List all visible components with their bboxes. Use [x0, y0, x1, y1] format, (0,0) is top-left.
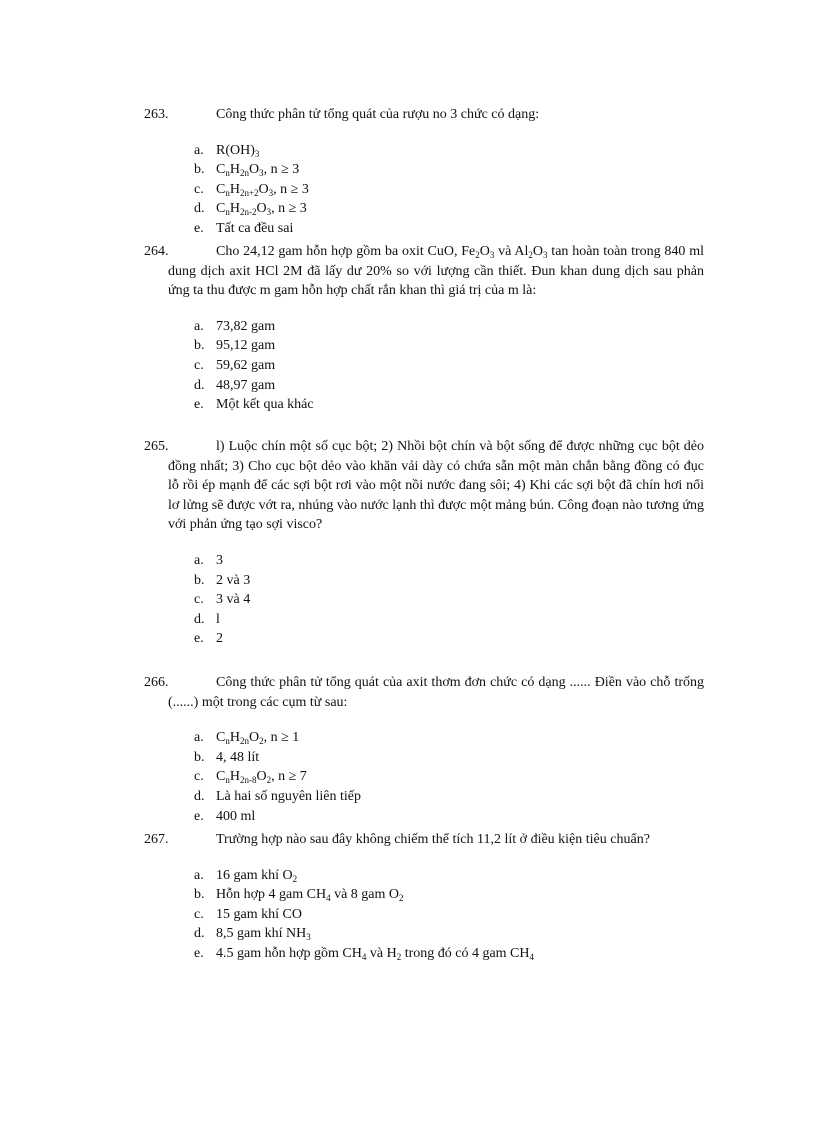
question-number: 264. [144, 244, 169, 259]
option-d [144, 610, 704, 630]
option-text: 95,12 gam [216, 338, 276, 354]
option-a [144, 141, 704, 161]
option-letter: a. [194, 142, 204, 158]
option-text: $C_nH_{2n-8}O_2$, n ≥ 7 [216, 769, 307, 786]
option-e [144, 219, 704, 239]
option-letter: a. [194, 552, 204, 568]
options-list [144, 866, 704, 964]
option-text: $C_nH_{2n-2}O_3$, n ≥ 3 [216, 201, 307, 218]
option-a [144, 551, 704, 571]
option-letter: c. [194, 906, 204, 922]
option-text: l [216, 611, 220, 627]
option-text: Hỗn hợp 4 gam $CH_4$ và 8 gam $O_2$ [216, 887, 404, 904]
question-265 [144, 437, 704, 649]
question-267 [144, 830, 704, 964]
option-c [144, 905, 704, 925]
option-letter: d. [194, 377, 205, 393]
option-text: 48,97 gam [216, 377, 276, 393]
option-text: 15 gam khí CO [216, 906, 302, 922]
question-264 [144, 242, 704, 415]
option-text: $C_nH_{2n}O_2$, n ≥ 1 [216, 730, 300, 747]
option-text: Tất ca đều sai [216, 220, 294, 236]
option-letter: b. [194, 887, 205, 903]
option-letter: e. [194, 220, 204, 236]
option-c [144, 180, 704, 200]
option-text: 2 và 3 [216, 572, 251, 588]
option-text: 3 và 4 [216, 592, 251, 608]
option-d [144, 199, 704, 219]
option-a [144, 728, 704, 748]
option-letter: d. [194, 611, 205, 627]
option-b [144, 748, 704, 768]
option-a [144, 866, 704, 886]
question-266 [144, 673, 704, 826]
question-text: Công thức phân tử tổng quát của axit thơm đơn chức có dạng ...... Điền vào chỗ trống (......) một trong các cụm từ sau: [168, 675, 704, 710]
option-letter: e. [194, 945, 204, 961]
question-263 [144, 105, 704, 239]
question-text: l) Luộc chín một số cục bột; 2) Nhồi bột chín và bột sống để được những cục bột dẻo đồng nhất; 3) Cho cục bột dẻo vào khăn vải dày có chứa sẵn một màn chắn bằng đồng có đục lỗ rồi ép mạnh để các sợi bột rơi vào một nồi nước đang sôi; 4) Khi các sợi bột đã chín hơi nổi lơ lửng sẽ được vớt ra, nhúng vào nước lạnh thì được một mảng bún. Công đoạn nào tương ứng với phản ứng tạo sợi visco? [168, 439, 704, 533]
option-text: 16 gam khí $O_2$ [216, 867, 298, 884]
option-c [144, 590, 704, 610]
option-c [144, 356, 704, 376]
option-letter: c. [194, 592, 204, 608]
option-letter: e. [194, 397, 204, 413]
option-letter: c. [194, 357, 204, 373]
option-b [144, 160, 704, 180]
option-letter: e. [194, 631, 204, 647]
option-letter: a. [194, 730, 204, 746]
option-letter: a. [194, 318, 204, 334]
option-e [144, 629, 704, 649]
option-text: 8,5 gam khí $NH_3$ [216, 926, 311, 943]
question-number: 265. [144, 439, 169, 454]
option-b [144, 336, 704, 356]
option-letter: d. [194, 788, 205, 804]
option-text: 73,82 gam [216, 318, 276, 334]
option-text: 400 ml [216, 808, 256, 824]
option-b [144, 885, 704, 905]
question-text: Cho 24,12 gam hỗn hợp gồm ba oxit CuO, $Fe_2O_3$ và $Al_2O_3$ tan hoàn toàn trong 840 ml dung dịch axit HCl 2M đã lấy dư 20% so với lượng cần thiết. Đun khan dung dịch sau phản ứng ta thu được m gam hỗn hợp chất rắn khan thì giá trị của m là: [168, 244, 704, 299]
option-a [144, 317, 704, 337]
option-d [144, 787, 704, 807]
question-number: 266. [144, 675, 169, 690]
options-list [144, 317, 704, 415]
option-e [144, 807, 704, 827]
option-text: 4, 48 lít [216, 749, 260, 765]
option-letter: b. [194, 162, 205, 178]
option-d [144, 376, 704, 396]
option-text: 4.5 gam hỗn hợp gồm $CH_4$ và $H_2$ trong đó có 4 gam $CH_4$ [216, 945, 535, 962]
option-text: $C_nH_{2n+2}O_3$, n ≥ 3 [216, 181, 309, 198]
question-text: Công thức phân tử tổng quát của rượu no 3 chức có dạng: [216, 107, 540, 122]
option-b [144, 571, 704, 591]
option-d [144, 924, 704, 944]
option-letter: b. [194, 572, 205, 588]
option-letter: c. [194, 181, 204, 197]
option-text: $C_nH_{2n}O_3$, n ≥ 3 [216, 162, 300, 179]
option-letter: b. [194, 749, 205, 765]
options-list [144, 551, 704, 649]
question-number: 263. [144, 107, 169, 122]
option-letter: e. [194, 808, 204, 824]
option-text: Một kết qua khác [216, 397, 314, 413]
option-letter: c. [194, 769, 204, 785]
question-number: 267. [144, 832, 169, 847]
option-letter: d. [194, 201, 205, 217]
options-list [144, 141, 704, 239]
option-text: Là hai số nguyên liên tiếp [216, 788, 362, 804]
option-c [144, 767, 704, 787]
option-letter: d. [194, 926, 205, 942]
option-text: 2 [216, 631, 223, 647]
option-e [144, 944, 704, 964]
option-text: 59,62 gam [216, 357, 276, 373]
option-letter: b. [194, 338, 205, 354]
option-e [144, 395, 704, 415]
option-text: 3 [216, 552, 223, 568]
options-list [144, 728, 704, 826]
question-text: Trường hợp nào sau đây không chiếm thể tích 11,2 lít ở điều kiện tiêu chuẩn? [216, 832, 650, 847]
option-letter: a. [194, 867, 204, 883]
option-text: $R(OH)_3$ [216, 142, 260, 159]
